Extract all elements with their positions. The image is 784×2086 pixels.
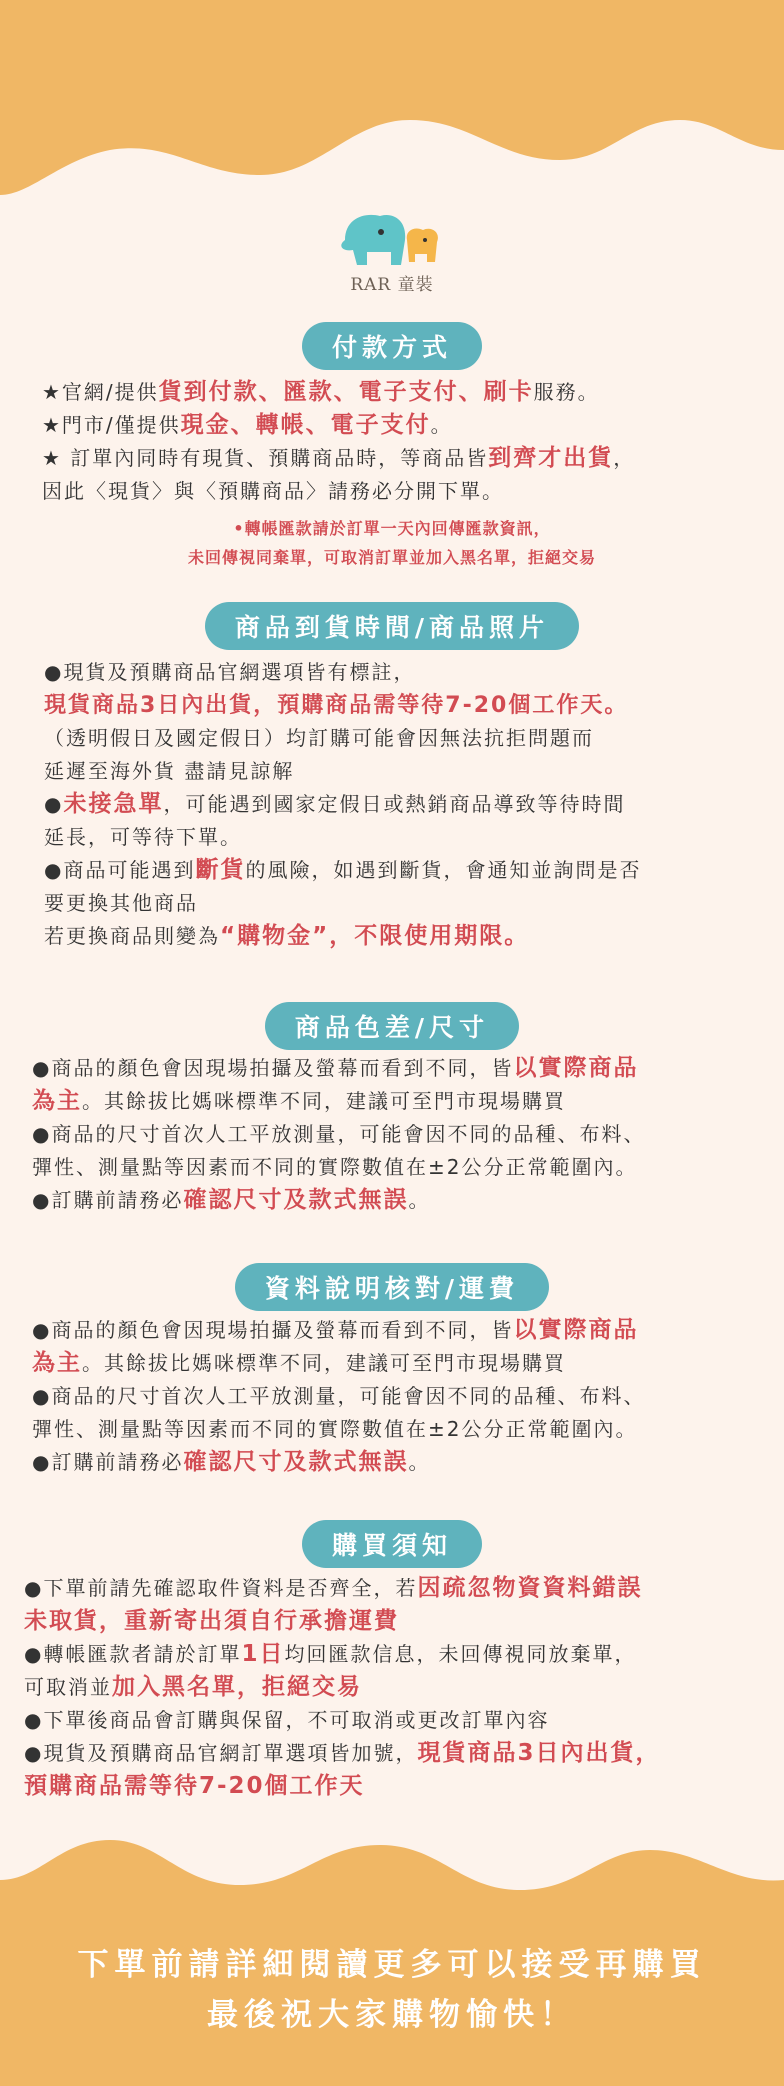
- color-line-1: ●商品的顏色會因現場拍攝及螢幕而看到不同，皆以實際商品: [32, 1055, 639, 1081]
- notice-line-7: 預購商品需等待7-20個工作天: [24, 1773, 365, 1799]
- shipping-line-4: 彈性、測量點等因素而不同的實際數值在±2公分正常範圍內。: [32, 1417, 638, 1441]
- notice-content: [24, 1572, 660, 1803]
- elephant-icon: [335, 210, 449, 270]
- notice-section-title: [0, 1520, 784, 1568]
- arrival-title: 商品到貨時間/商品照片: [205, 602, 579, 650]
- payment-line-1: ★官網/提供貨到付款、匯款、電子支付、刷卡服務。: [42, 379, 600, 405]
- arrival-section-title: [0, 602, 784, 650]
- notice-line-6: ●現貨及預購商品官網訂單選項皆加號，現貨商品3日內出貨，: [24, 1740, 661, 1766]
- payment-title: 付款方式: [302, 322, 482, 370]
- brand-logo: [335, 210, 449, 306]
- color-content: [32, 1052, 645, 1217]
- arrival-line-9: 若更換商品則變為“購物金”，不限使用期限。: [44, 923, 530, 949]
- payment-section-title: [0, 322, 784, 370]
- arrival-line-2: 現貨商品3日內出貨，預購商品需等待7-20個工作天。: [44, 693, 629, 718]
- arrival-line-6: 延長，可等待下單。: [44, 825, 242, 849]
- payment-note-1: •轉帳匯款請於訂單一天內回傳匯款資訊，: [233, 519, 551, 538]
- arrival-line-7: ●商品可能遇到斷貨的風險，如遇到斷貨，會通知並詢問是否: [44, 857, 642, 883]
- shipping-line-5: ●訂購前請務必確認尺寸及款式無誤。: [32, 1449, 431, 1475]
- shipping-section-title: [0, 1263, 784, 1311]
- color-line-2: 為主。其餘拔比媽咪標準不同，建議可至門市現場購買: [32, 1088, 566, 1114]
- footer-message: [0, 1940, 784, 2040]
- arrival-line-5: ●未接急單，可能遇到國家定假日或熱銷商品導致等待時間: [44, 791, 626, 817]
- arrival-line-8: 要更換其他商品: [44, 891, 198, 915]
- color-line-4: 彈性、測量點等因素而不同的實際數值在±2公分正常範圍內。: [32, 1155, 638, 1179]
- payment-line-2: ★門市/僅提供現金、轉帳、電子支付。: [42, 412, 453, 438]
- payment-transfer-note: [0, 514, 784, 572]
- notice-line-5: ●下單後商品會訂購與保留，不可取消或更改訂單內容: [24, 1708, 550, 1732]
- shipping-title: 資料說明核對/運費: [235, 1263, 549, 1311]
- logo-text: RAR 童裝: [350, 275, 434, 295]
- color-section-title: [0, 1002, 784, 1050]
- color-line-3: ●商品的尺寸首次人工平放測量，可能會因不同的品種、布料、: [32, 1122, 646, 1146]
- arrival-line-1: ●現貨及預購商品官網選項皆有標註，: [44, 660, 416, 684]
- footer-line-1: 下單前請詳細閱讀更多可以接受再購買: [77, 1947, 707, 1983]
- color-line-5: ●訂購前請務必確認尺寸及款式無誤。: [32, 1187, 431, 1213]
- top-wave-decoration: [0, 0, 784, 220]
- arrival-line-3: （透明假日及國定假日）均訂購可能會因無法抗拒問題而: [44, 726, 594, 750]
- shipping-content: [32, 1314, 645, 1479]
- notice-title: 購買須知: [302, 1520, 482, 1568]
- notice-line-4: 可取消並加入黑名單，拒絕交易: [24, 1674, 362, 1700]
- arrival-content: [44, 656, 641, 953]
- shipping-line-3: ●商品的尺寸首次人工平放測量，可能會因不同的品種、布料、: [32, 1384, 646, 1408]
- payment-line-3: ★ 訂單內同時有現貨、預購商品時，等商品皆到齊才出貨，: [42, 445, 636, 471]
- notice-line-2: 未取貨，重新寄出須自行承擔運費: [24, 1608, 399, 1634]
- shipping-line-2: 為主。其餘拔比媽咪標準不同，建議可至門市現場購買: [32, 1350, 566, 1376]
- arrival-line-4: 延遲至海外貨 盡請見諒解: [44, 759, 295, 783]
- notice-line-1: ●下單前請先確認取件資料是否齊全，若因疏忽物資資料錯誤: [24, 1575, 643, 1601]
- payment-note-2: 未回傳視同棄單，可取消訂單並加入黑名單，拒絕交易: [187, 548, 596, 567]
- footer-line-2: 最後祝大家購物愉快！: [207, 1997, 577, 2033]
- payment-content: [42, 376, 635, 508]
- color-title: 商品色差/尺寸: [265, 1002, 519, 1050]
- shipping-line-1: ●商品的顏色會因現場拍攝及螢幕而看到不同，皆以實際商品: [32, 1317, 639, 1343]
- payment-line-4: 因此〈現貨〉與〈預購商品〉請務必分開下單。: [42, 479, 504, 503]
- notice-line-3: ●轉帳匯款者請於訂單1日均回匯款信息，未回傳視同放棄單，: [24, 1641, 637, 1667]
